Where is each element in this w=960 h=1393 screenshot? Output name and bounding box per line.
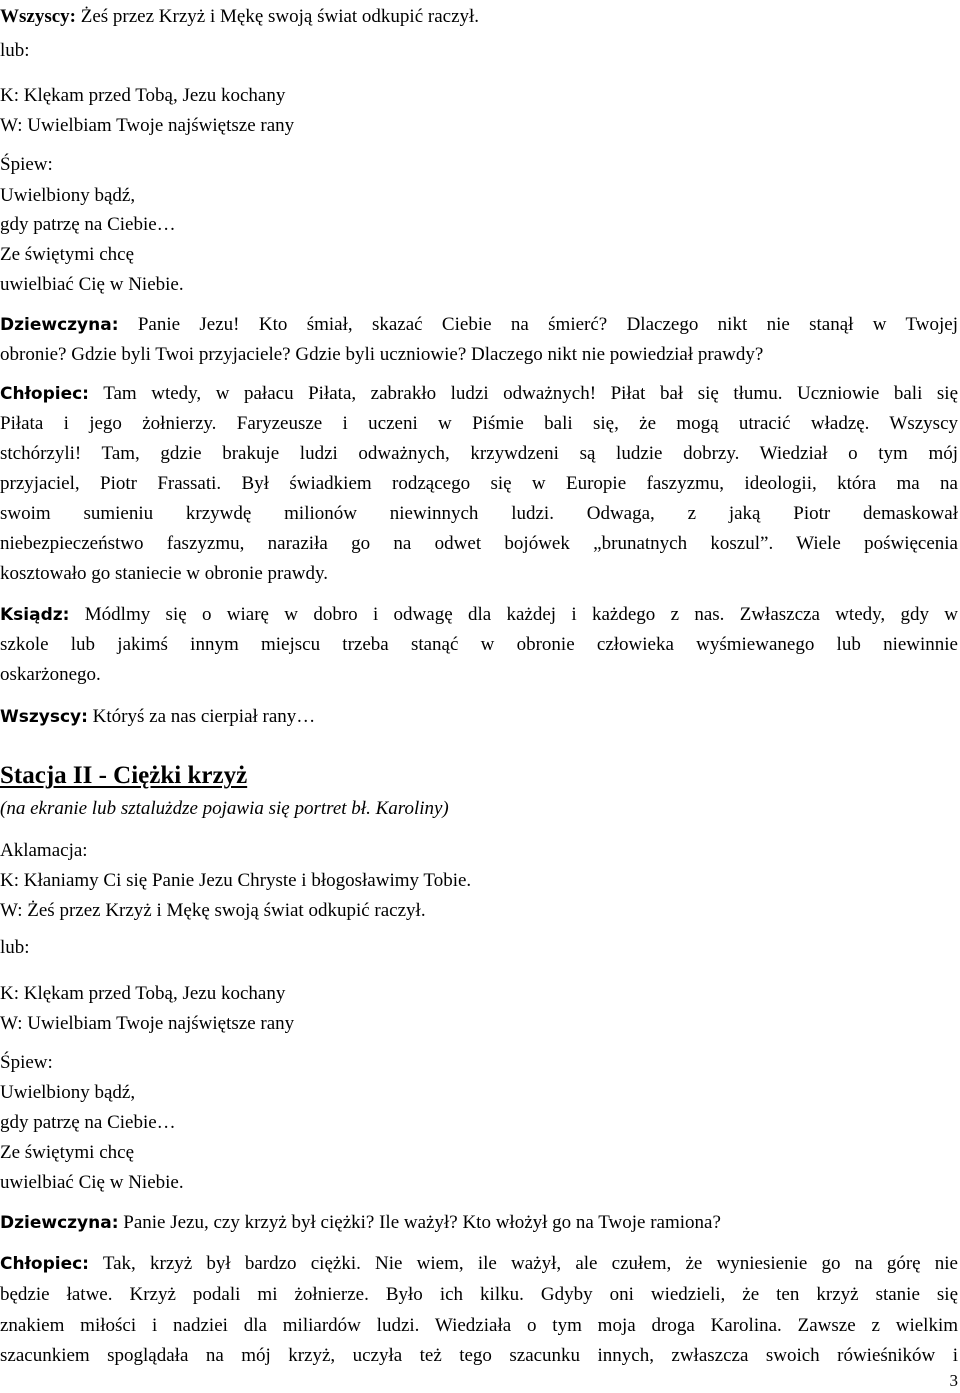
priest-paragraph-line: oskarżonego.: [0, 664, 101, 685]
song-line: Uwielbiony bądź,: [0, 1082, 136, 1103]
boy-paragraph-line: Piłata i jego żołnierzy. Faryzeusze i uczeni w Piśmie bali się, że mogą utracić władzę. Wszyscy: [0, 413, 958, 434]
priest-paragraph-line: szkole lub jakimś innym miejscu trzeba stanąć w obronie człowieka wyśmiewanego lub niewinnie: [0, 634, 958, 655]
speaker-chlopiec: Chłopiec:: [0, 384, 89, 404]
boy-paragraph-line: Chłopiec: Tam wtedy, w pałacu Piłata, zabrakło ludzi odważnych! Piłat bał się tłumu. Uczniowie bali się: [0, 383, 958, 404]
k-acclamation: K: Kłaniamy Ci się Panie Jezu Chryste i błogosławimy Tobie.: [0, 870, 472, 891]
wszyscy-line: [0, 6, 479, 28]
boy-paragraph-line: stchórzyli! Tam, gdzie brakuje ludzi odważnych, krzywdzeni są ludzie dobrzy. Wiedział o tym mój: [0, 443, 958, 464]
page-number: 3: [949, 1371, 958, 1390]
w-line: W: Uwielbiam Twoje najświętsze rany: [0, 115, 295, 136]
song-line: gdy patrzę na Ciebie…: [0, 214, 176, 235]
boy-paragraph-line: znakiem miłości i nadziei dla miliardów ludzi. Wiedziała o tym moja droga Karolina. Zawsze z wielkim: [0, 1315, 958, 1336]
all-line: Wszyscy: Któryś za nas cierpiał rany…: [0, 706, 316, 727]
boy-paragraph-line: szacunkiem spoglądała na mój krzyż, uczyła też tego szacunku innych, zwłaszcza swoich rówieśników i: [0, 1345, 958, 1366]
speaker-wszyscy: Wszyscy:: [0, 707, 88, 727]
boy-paragraph-line: będzie łatwe. Krzyż podali mi żołnierze. Było ich kilku. Gdyby oni wiedzieli, że ten krzyż stanie się: [0, 1284, 958, 1305]
boy-paragraph-line: kosztowało go staniecie w obronie prawdy.: [0, 563, 329, 584]
speaker-dziewczyna: Dziewczyna:: [0, 315, 119, 335]
speaker-chlopiec: Chłopiec:: [0, 1254, 89, 1274]
acclamation-label: Aklamacja:: [0, 840, 88, 861]
song-label: Śpiew:: [0, 1052, 53, 1073]
speaker-wszyscy: Wszyscy:: [0, 6, 76, 27]
k-line: K: Klękam przed Tobą, Jezu kochany: [0, 983, 286, 1004]
k-line: K: Klękam przed Tobą, Jezu kochany: [0, 85, 286, 106]
song-line: gdy patrzę na Ciebie…: [0, 1112, 176, 1133]
song-line: Uwielbiony bądź,: [0, 185, 136, 206]
station-title: Stacja II - Ciężki krzyż: [0, 762, 248, 789]
song-line: Ze świętymi chcę: [0, 1142, 135, 1163]
song-line: uwielbiać Cię w Niebie.: [0, 1172, 184, 1193]
station-note: (na ekranie lub sztalużdze pojawia się portret bł. Karoliny): [0, 798, 449, 819]
song-line: uwielbiać Cię w Niebie.: [0, 274, 184, 295]
boy-paragraph-line: niebezpieczeństwo faszyzmu, naraziła go na odwet bojówek „brunatnych koszul”. Wiele poświęcenia: [0, 533, 958, 554]
boy-paragraph-line: przyjaciel, Piotr Frassati. Był świadkiem rodzącego się w Europie faszyzmu, ideologii, która ma na: [0, 473, 958, 494]
girl-line: Dziewczyna: Panie Jezu, czy krzyż był ciężki? Ile ważył? Kto włożył go na Twoje ramiona?: [0, 1212, 721, 1233]
speaker-ksiadz: Ksiądz:: [0, 605, 70, 625]
girl-paragraph-line: obronie? Gdzie byli Twoi przyjaciele? Gdzie byli uczniowie? Dlaczego nikt nie powiedział prawdy?: [0, 344, 764, 365]
girl-paragraph-line: Dziewczyna: Panie Jezu! Kto śmiał, skazać Ciebie na śmierć? Dlaczego nikt nie stanął w Twojej: [0, 314, 959, 335]
w-line: W: Uwielbiam Twoje najświętsze rany: [0, 1013, 295, 1034]
priest-paragraph-line: Ksiądz: Módlmy się o wiarę w dobro i odwagę dla każdej i każdego z nas. Zwłaszcza wtedy, gdy w: [0, 604, 959, 625]
boy-paragraph-line: swoim sumieniu krzywdę milionów niewinnych ludzi. Odwaga, z jaką Piotr demaskował: [0, 503, 958, 524]
wszyscy-text: Żeś przez Krzyż i Mękę swoją świat odkupić raczył.: [80, 6, 480, 27]
boy-paragraph-line: Chłopiec: Tak, krzyż był bardzo ciężki. Nie wiem, ile ważył, ale czułem, że wyniesienie go na górę nie: [0, 1253, 958, 1274]
w-acclamation: W: Żeś przez Krzyż i Mękę swoją świat odkupić raczył.: [0, 900, 426, 921]
speaker-dziewczyna: Dziewczyna:: [0, 1213, 119, 1233]
lub-label: lub:: [0, 937, 30, 958]
lub-label: lub:: [0, 40, 30, 61]
song-label: Śpiew:: [0, 154, 53, 175]
song-line: Ze świętymi chcę: [0, 244, 135, 265]
